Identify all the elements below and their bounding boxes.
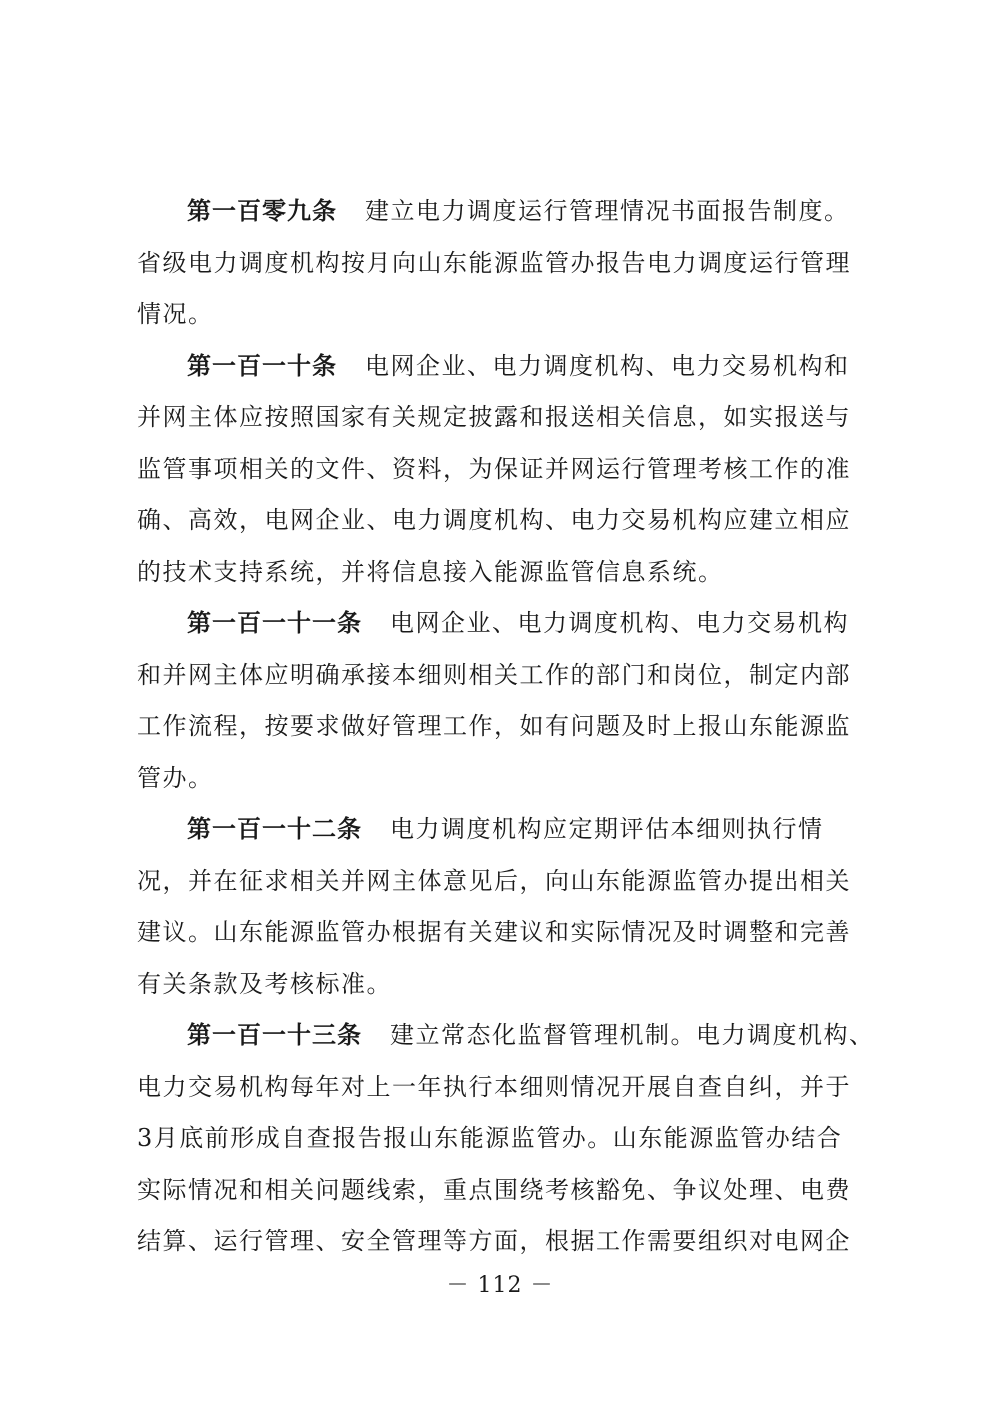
paragraph-line: 建议。山东能源监管办根据有关建议和实际情况及时调整和完善 xyxy=(137,918,851,946)
paragraph-line: 监管事项相关的文件、资料，为保证并网运行管理考核工作的准 xyxy=(137,454,851,483)
paragraph-line: 实际情况和相关问题线索，重点围绕考核豁免、争议处理、电费 xyxy=(137,1175,851,1204)
page-number: － 112 － xyxy=(446,1273,554,1298)
paragraph-line: 和并网主体应明确承接本细则相关工作的部门和岗位，制定内部 xyxy=(137,660,851,689)
paragraph-first-line xyxy=(137,598,877,650)
paragraph-line: 并网主体应按照国家有关规定披露和报送相关信息，如实报送与 xyxy=(137,403,851,431)
paragraph-line: 的技术支持系统，并将信息接入能源监管信息系统。 xyxy=(137,557,724,586)
paragraph-line: 管办。 xyxy=(137,763,214,792)
article-112 xyxy=(137,804,877,1010)
article-heading: 第一百一十一条 xyxy=(187,609,362,637)
paragraph-line: 确、高效，电网企业、电力调度机构、电力交易机构应建立相应 xyxy=(137,506,851,534)
paragraph-line: 情况。 xyxy=(137,300,214,328)
article-text: 电网企业、电力调度机构、电力交易机构和 xyxy=(365,351,850,380)
paragraph-line: 有关条款及考核标准。 xyxy=(137,969,392,998)
article-text: 建立常态化监督管理机制。电力调度机构、 xyxy=(390,1021,875,1049)
paragraph-line: 工作流程，按要求做好管理工作，如有问题及时上报山东能源监 xyxy=(137,712,851,740)
article-text: 电网企业、电力调度机构、电力交易机构 xyxy=(390,609,849,637)
article-heading: 第一百零九条 xyxy=(187,197,337,225)
document-body xyxy=(137,186,877,1268)
paragraph-first-line xyxy=(137,804,877,856)
paragraph-line: 电力交易机构每年对上一年执行本细则情况开展自查自纠，并于 xyxy=(137,1072,851,1101)
paragraph-line: 结算、运行管理、安全管理等方面，根据工作需要组织对电网企 xyxy=(137,1227,851,1255)
paragraph-first-line xyxy=(137,1010,877,1062)
article-111 xyxy=(137,598,877,804)
article-heading: 第一百一十二条 xyxy=(187,815,362,843)
paragraph-first-line xyxy=(137,341,877,393)
paragraph-first-line xyxy=(137,186,877,238)
article-text: 建立电力调度运行管理情况书面报告制度。 xyxy=(365,197,850,225)
article-110 xyxy=(137,341,877,599)
article-heading: 第一百一十条 xyxy=(187,351,337,380)
paragraph-line: 况，并在征求相关并网主体意见后，向山东能源监管办提出相关 xyxy=(137,866,851,895)
article-text: 电力调度机构应定期评估本细则执行情 xyxy=(390,815,824,843)
paragraph-line: 省级电力调度机构按月向山东能源监管办报告电力调度运行管理 xyxy=(137,248,851,277)
article-109 xyxy=(137,186,877,341)
article-heading: 第一百一十三条 xyxy=(187,1021,362,1049)
paragraph-line: 3月底前形成自查报告报山东能源监管办。山东能源监管办结合 xyxy=(137,1124,843,1152)
article-113 xyxy=(137,1010,877,1268)
